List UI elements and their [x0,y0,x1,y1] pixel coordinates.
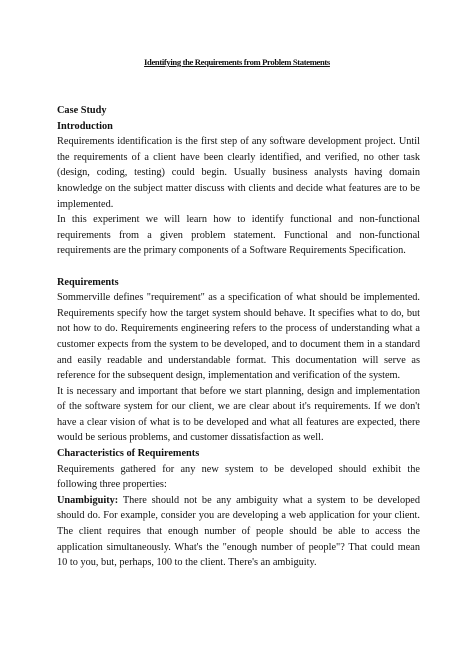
spacer [57,259,420,275]
unambiguity-text: There should not be any ambiguity what a system to be developed should do. For example, consider you are developing a web application for your client. The client requires that enough number of people should be able to access the application simultaneously. What's the "enough number of people"? That could mean 10 to you, but, perhaps, 100 to the client. There's an ambiguity. [57,494,420,569]
characteristics-paragraph-1: Requirements gathered for any new system to be developed should exhibit the following three properties: [57,463,420,491]
case-study-heading: Case Study [57,105,107,116]
characteristics-heading: Characteristics of Requirements [57,448,200,460]
unambiguity-paragraph [57,493,420,571]
introduction-heading: Introduction [57,120,113,132]
requirements-heading: Requirements [57,276,119,288]
introduction-paragraph-2: In this experiment we will learn how to identify functional and non-functional requirements from a given problem statement. Functional and non-functional requirements are the primary components of a Software Requirements Specification. [57,214,420,257]
requirements-paragraph-1: Sommerville defines "requirement" as a specification of what should be implemented. Requirements specify how the target system should behave. It specifies what to do, but not how to do. Requirements engineering refers to the process of understanding what a customer expects from the system to be developed, and to document them in a standard and easily readable and understandable format. This documentation will serve as reference for the subsequent design, implementation and verification of the system. [57,292,420,382]
unambiguity-label: Unambiguity: [57,494,119,506]
page-title: Identifying the Requirements from Problem Statements [144,57,330,67]
requirements-paragraph-2: It is necessary and important that before we start planning, design and implementation of the software system for our client, we are clear about it's requirements. If we don't have a clear vision of what is to be developed and what all features are expected, there would be serious problems, and customer dissatisfaction as well. [57,385,420,444]
introduction-paragraph-1: Requirements identification is the first step of any software development project. Until the requirements of a client have been clearly identified, and verified, no other task (design, coding, testing) could begin. Usually business analysts having domain knowledge on the subject matter discuss with clients and decide what features are to be implemented. [57,136,420,210]
document-body [57,103,420,571]
